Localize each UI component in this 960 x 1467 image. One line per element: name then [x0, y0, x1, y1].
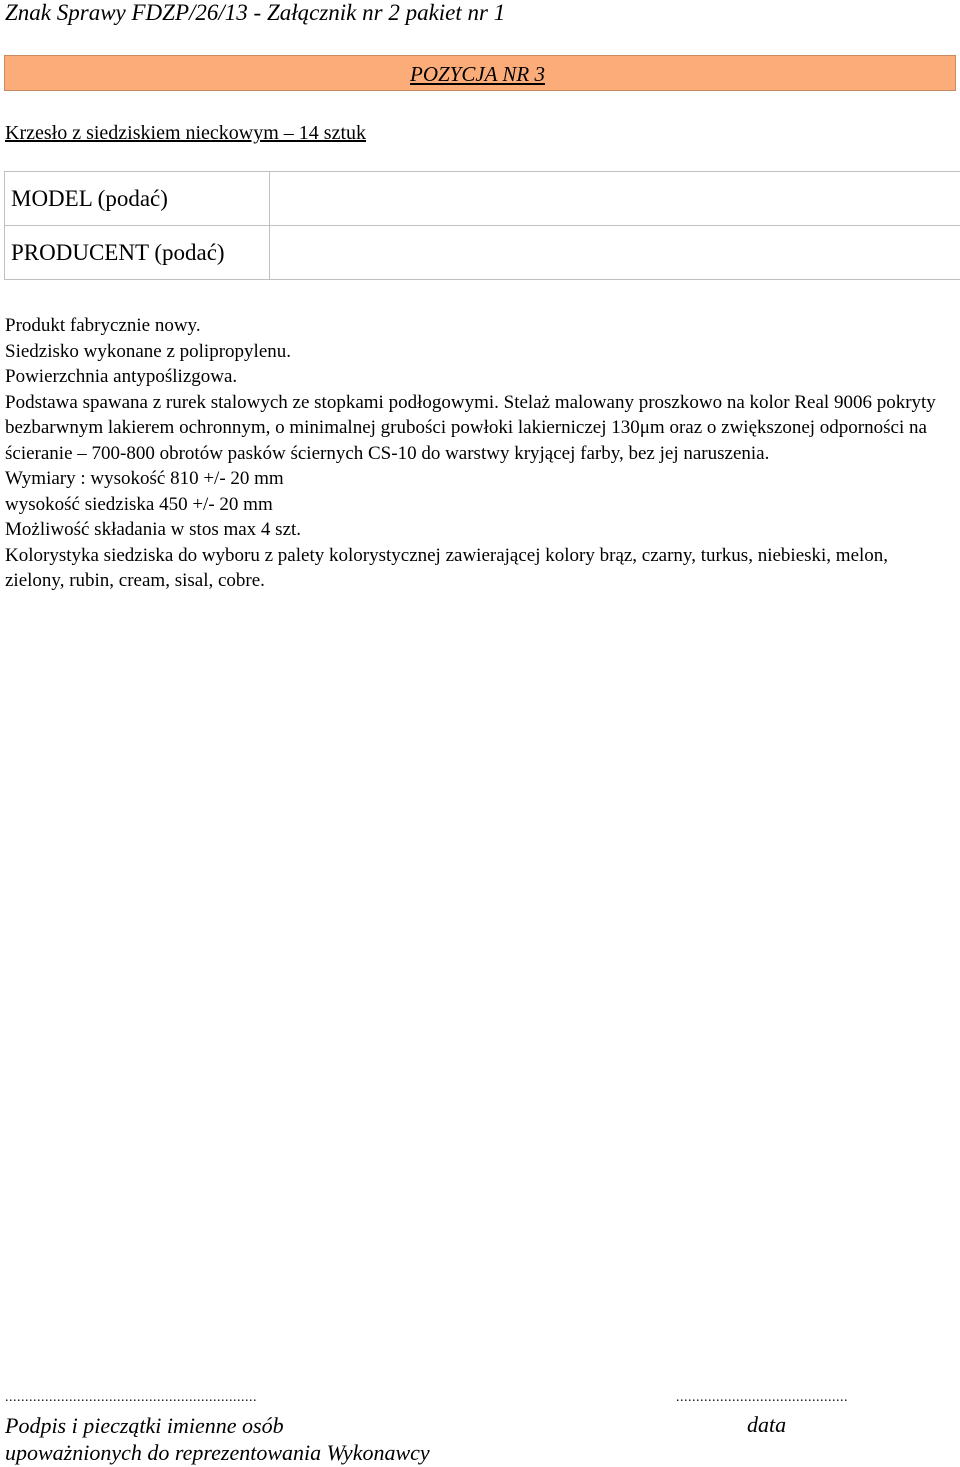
producent-value-field[interactable]: [270, 226, 960, 280]
description-line: Powierzchnia antypoślizgowa.: [5, 366, 238, 387]
position-title: POZYCJA NR 3: [410, 62, 545, 86]
description-line: wysokość siedziska 450 +/- 20 mm: [5, 493, 273, 515]
date-caption: data: [747, 1412, 787, 1437]
description-line: Wymiary : wysokość 810 +/- 20 mm: [5, 468, 284, 489]
signature-caption-line2: upoważnionych do reprezentowania Wykonawcy: [5, 1440, 430, 1465]
description-line: Kolorystyka siedziska do wyboru z palety kolorystycznej zawierającej kolory brąz, czarny, turkus, niebieski, melon, zielony, rubin, cream, sisal, cobre.: [5, 544, 889, 591]
table-row: [5, 172, 960, 226]
position-banner: [4, 55, 956, 91]
product-description: [5, 313, 950, 594]
description-line: Możliwość składania w stos max 4 szt.: [5, 519, 302, 540]
table-row: [5, 226, 960, 280]
item-title: Krzesło z siedziskiem nieckowym – 14 sztuk: [5, 122, 367, 144]
signature-dotted-line: ...............................................................: [5, 1390, 257, 1405]
model-label: MODEL (podać): [5, 172, 270, 226]
model-producent-table: [4, 171, 960, 280]
producent-label: PRODUCENT (podać): [5, 226, 270, 280]
signature-caption-line1: Podpis i pieczątki imienne osób: [5, 1413, 284, 1438]
date-dotted-line: ...........................................: [676, 1390, 848, 1405]
description-line: Siedzisko wykonane z polipropylenu.: [5, 340, 292, 362]
description-line: Podstawa spawana z rurek stalowych ze stopkami podłogowymi. Stelaż malowany proszkowo na kolor Real 9006 pokryty bezbarwnym lakierem ochronnym, o minimalnej grubości powłoki lakierniczej 130μm oraz o zwiększonej odporności na ścieranie – 700-800 obrotów pasków ściernych CS-10 do warstwy kryjącej farby, bez jej naruszenia.: [5, 391, 936, 464]
signature-caption: [5, 1412, 430, 1466]
description-line: Produkt fabrycznie nowy.: [5, 315, 201, 336]
model-value-field[interactable]: [270, 172, 960, 226]
document-header: Znak Sprawy FDZP/26/13 - Załącznik nr 2 pakiet nr 1: [5, 0, 506, 25]
